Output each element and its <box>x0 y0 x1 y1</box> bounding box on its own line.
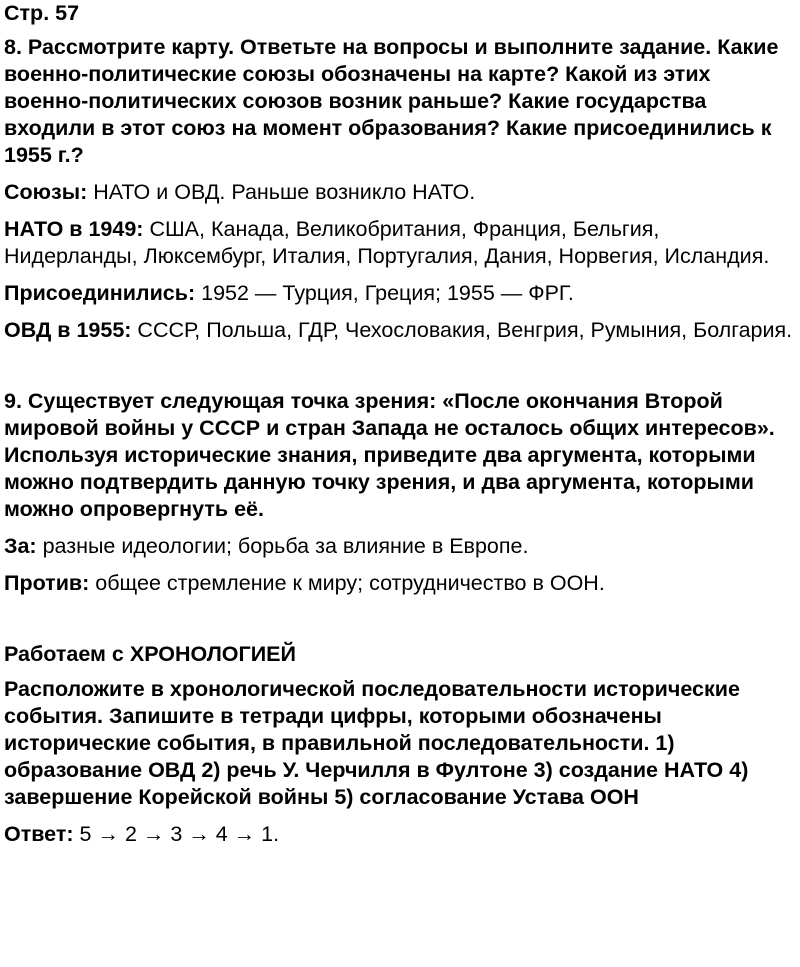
answer-text: общее стремление к миру; сотрудничество в ООН. <box>89 571 605 595</box>
answer-label: Ответ: <box>4 822 74 846</box>
answer-label: Союзы: <box>4 180 88 204</box>
document-page <box>4 0 796 848</box>
answer-label: Против: <box>4 571 90 595</box>
answer-9-against <box>4 570 796 597</box>
answer-text: 1952 — Турция, Греция; 1955 — ФРГ. <box>195 281 574 305</box>
answer-8-warsaw-pact <box>4 317 796 344</box>
question-9-text: 9. Существует следующая точка зрения: «После окончания Второй мировой войны у СССР и стран Запада не осталось общих интересов». Используя исторические знания, приведите два аргумента, которыми можно подтвердить данную точку зрения, и два аргумента, которыми можно опровергнуть её. <box>4 389 775 521</box>
chronology-answer <box>4 821 796 848</box>
section-heading: Работаем с ХРОНОЛОГИЕЙ <box>4 642 296 666</box>
question-8-text: 8. Рассмотрите карту. Ответьте на вопросы и выполните задание. Какие военно-политические союзы обозначены на карте? Какой из этих военно-политических союзов возник раньше? Какие государства входили в этот союз на момент образования? Какие присоединились к 1955 г.? <box>4 35 779 167</box>
answer-8-alliances <box>4 179 796 206</box>
answer-label: Присоединились: <box>4 281 196 305</box>
chronology-task-text: Расположите в хронологической последовательности исторические события. Запишите в тетради цифры, которыми обозначены исторические события, в правильной последовательности. 1) образование ОВД 2) речь У. Черчилля в Фултоне 3) создание НАТО 4) завершение Корейской войны 5) согласование Устава ООН <box>4 677 749 809</box>
answer-label: ОВД в 1955: <box>4 318 132 342</box>
answer-9-for <box>4 533 796 560</box>
answer-text: НАТО и ОВД. Раньше возникло НАТО. <box>87 180 476 204</box>
answer-text: СССР, Польша, ГДР, Чехословакия, Венгрия, Румыния, Болгария. <box>131 318 793 342</box>
page-reference: Стр. 57 <box>4 1 80 25</box>
answer-label: За: <box>4 534 37 558</box>
answer-text: США, Канада, Великобритания, Франция, Бельгия, Нидерланды, Люксембург, Италия, Португалия, Дания, Норвегия, Исландия. <box>4 217 770 268</box>
answer-8-joined <box>4 280 796 307</box>
answer-text: разные идеологии; борьба за влияние в Европе. <box>36 534 529 558</box>
answer-text: 5 → 2 → 3 → 4 → 1. <box>73 822 280 846</box>
answer-8-nato-members <box>4 216 796 270</box>
answer-label: НАТО в 1949: <box>4 217 144 241</box>
